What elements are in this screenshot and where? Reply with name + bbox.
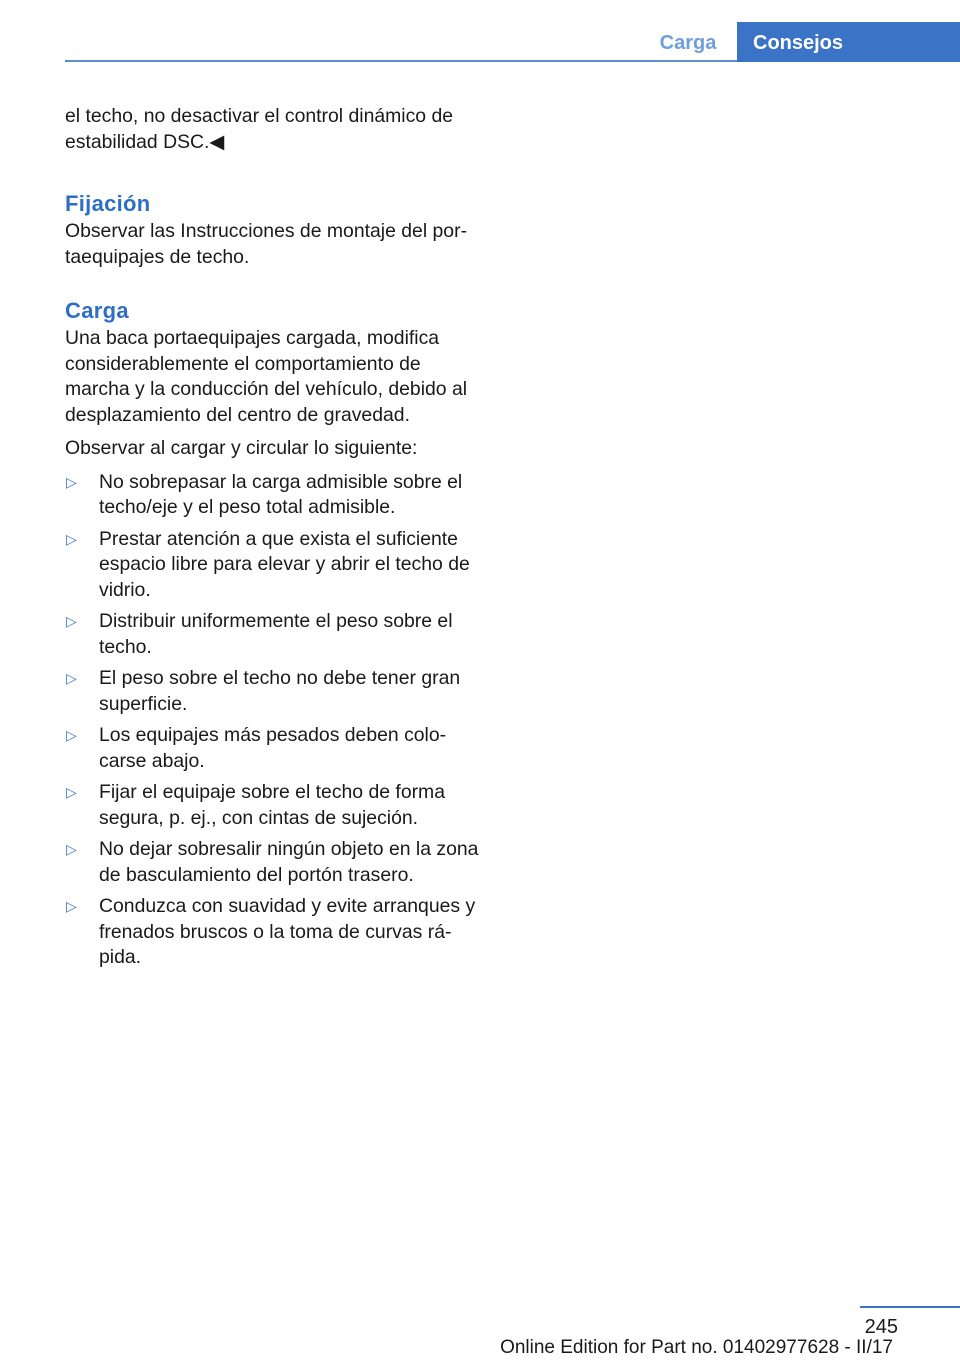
main-content [65,104,485,977]
list-item [65,837,485,888]
chapter-tab[interactable]: Consejos [737,22,960,62]
list-item-text: Fijar el equipaje sobre el techo de forma segura, p. ej., con cintas de sujeción. [99,781,445,829]
carga-bullet-list [65,470,485,971]
carga-heading: Carga [65,298,129,323]
triangle-bullet-icon: ▷ [66,530,77,547]
list-item-text: Los equipajes más pesados deben colocarse abajo. [99,724,447,772]
triangle-bullet-icon: ▷ [66,841,77,857]
footer-rule [860,1306,960,1308]
list-item [65,470,485,521]
list-item-text: Prestar atención a que exista el suficiente espacio libre para elevar y abrir el techo de vidrio. [99,527,470,601]
triangle-bullet-icon: ▷ [66,727,77,743]
list-item [65,666,485,717]
triangle-bullet-icon: ▷ [66,784,77,800]
list-item [65,894,485,971]
page-number: 245 [864,1316,898,1338]
intro-text: el techo, no desactivar el control dinámico de estabilidad DSC.◀ [65,105,454,153]
triangle-bullet-icon: ▷ [66,670,77,686]
fijacion-text: Observar las Instrucciones de montaje del portaequipajes de techo. [65,220,468,268]
fijacion-heading: Fijación [65,191,151,216]
edition-footer: Online Edition for Part no. 01402977628 - II/17 [500,1337,893,1358]
list-item-text: Conduzca con suavidad y evite arranques y frenados bruscos o la toma de curvas rápida. [99,895,476,968]
list-item [65,609,485,660]
section-tab[interactable]: Carga [659,32,717,54]
list-item-text: Distribuir uniformemente el peso sobre el techo. [99,610,453,658]
list-item-text: El peso sobre el techo no debe tener gran superficie. [99,667,461,715]
triangle-bullet-icon: ▷ [66,473,77,490]
triangle-bullet-icon: ▷ [66,613,77,629]
list-item-text: No sobrepasar la carga admisible sobre el techo/eje y el peso total admisible. [99,470,463,518]
triangle-bullet-icon: ▷ [66,898,77,914]
list-item-text: No dejar sobresalir ningún objeto en la zona de basculamiento del portón trasero. [99,838,479,886]
list-item [65,780,485,831]
list-item [65,527,485,604]
carga-paragraph: Una baca portaequipajes cargada, modifica considerablemente el comportamiento de marcha y la conducción del vehículo, debido al desplazamiento del centro de gravedad. [65,327,468,426]
list-item [65,723,485,774]
carga-lead: Observar al cargar y circular lo siguiente: [65,437,418,459]
